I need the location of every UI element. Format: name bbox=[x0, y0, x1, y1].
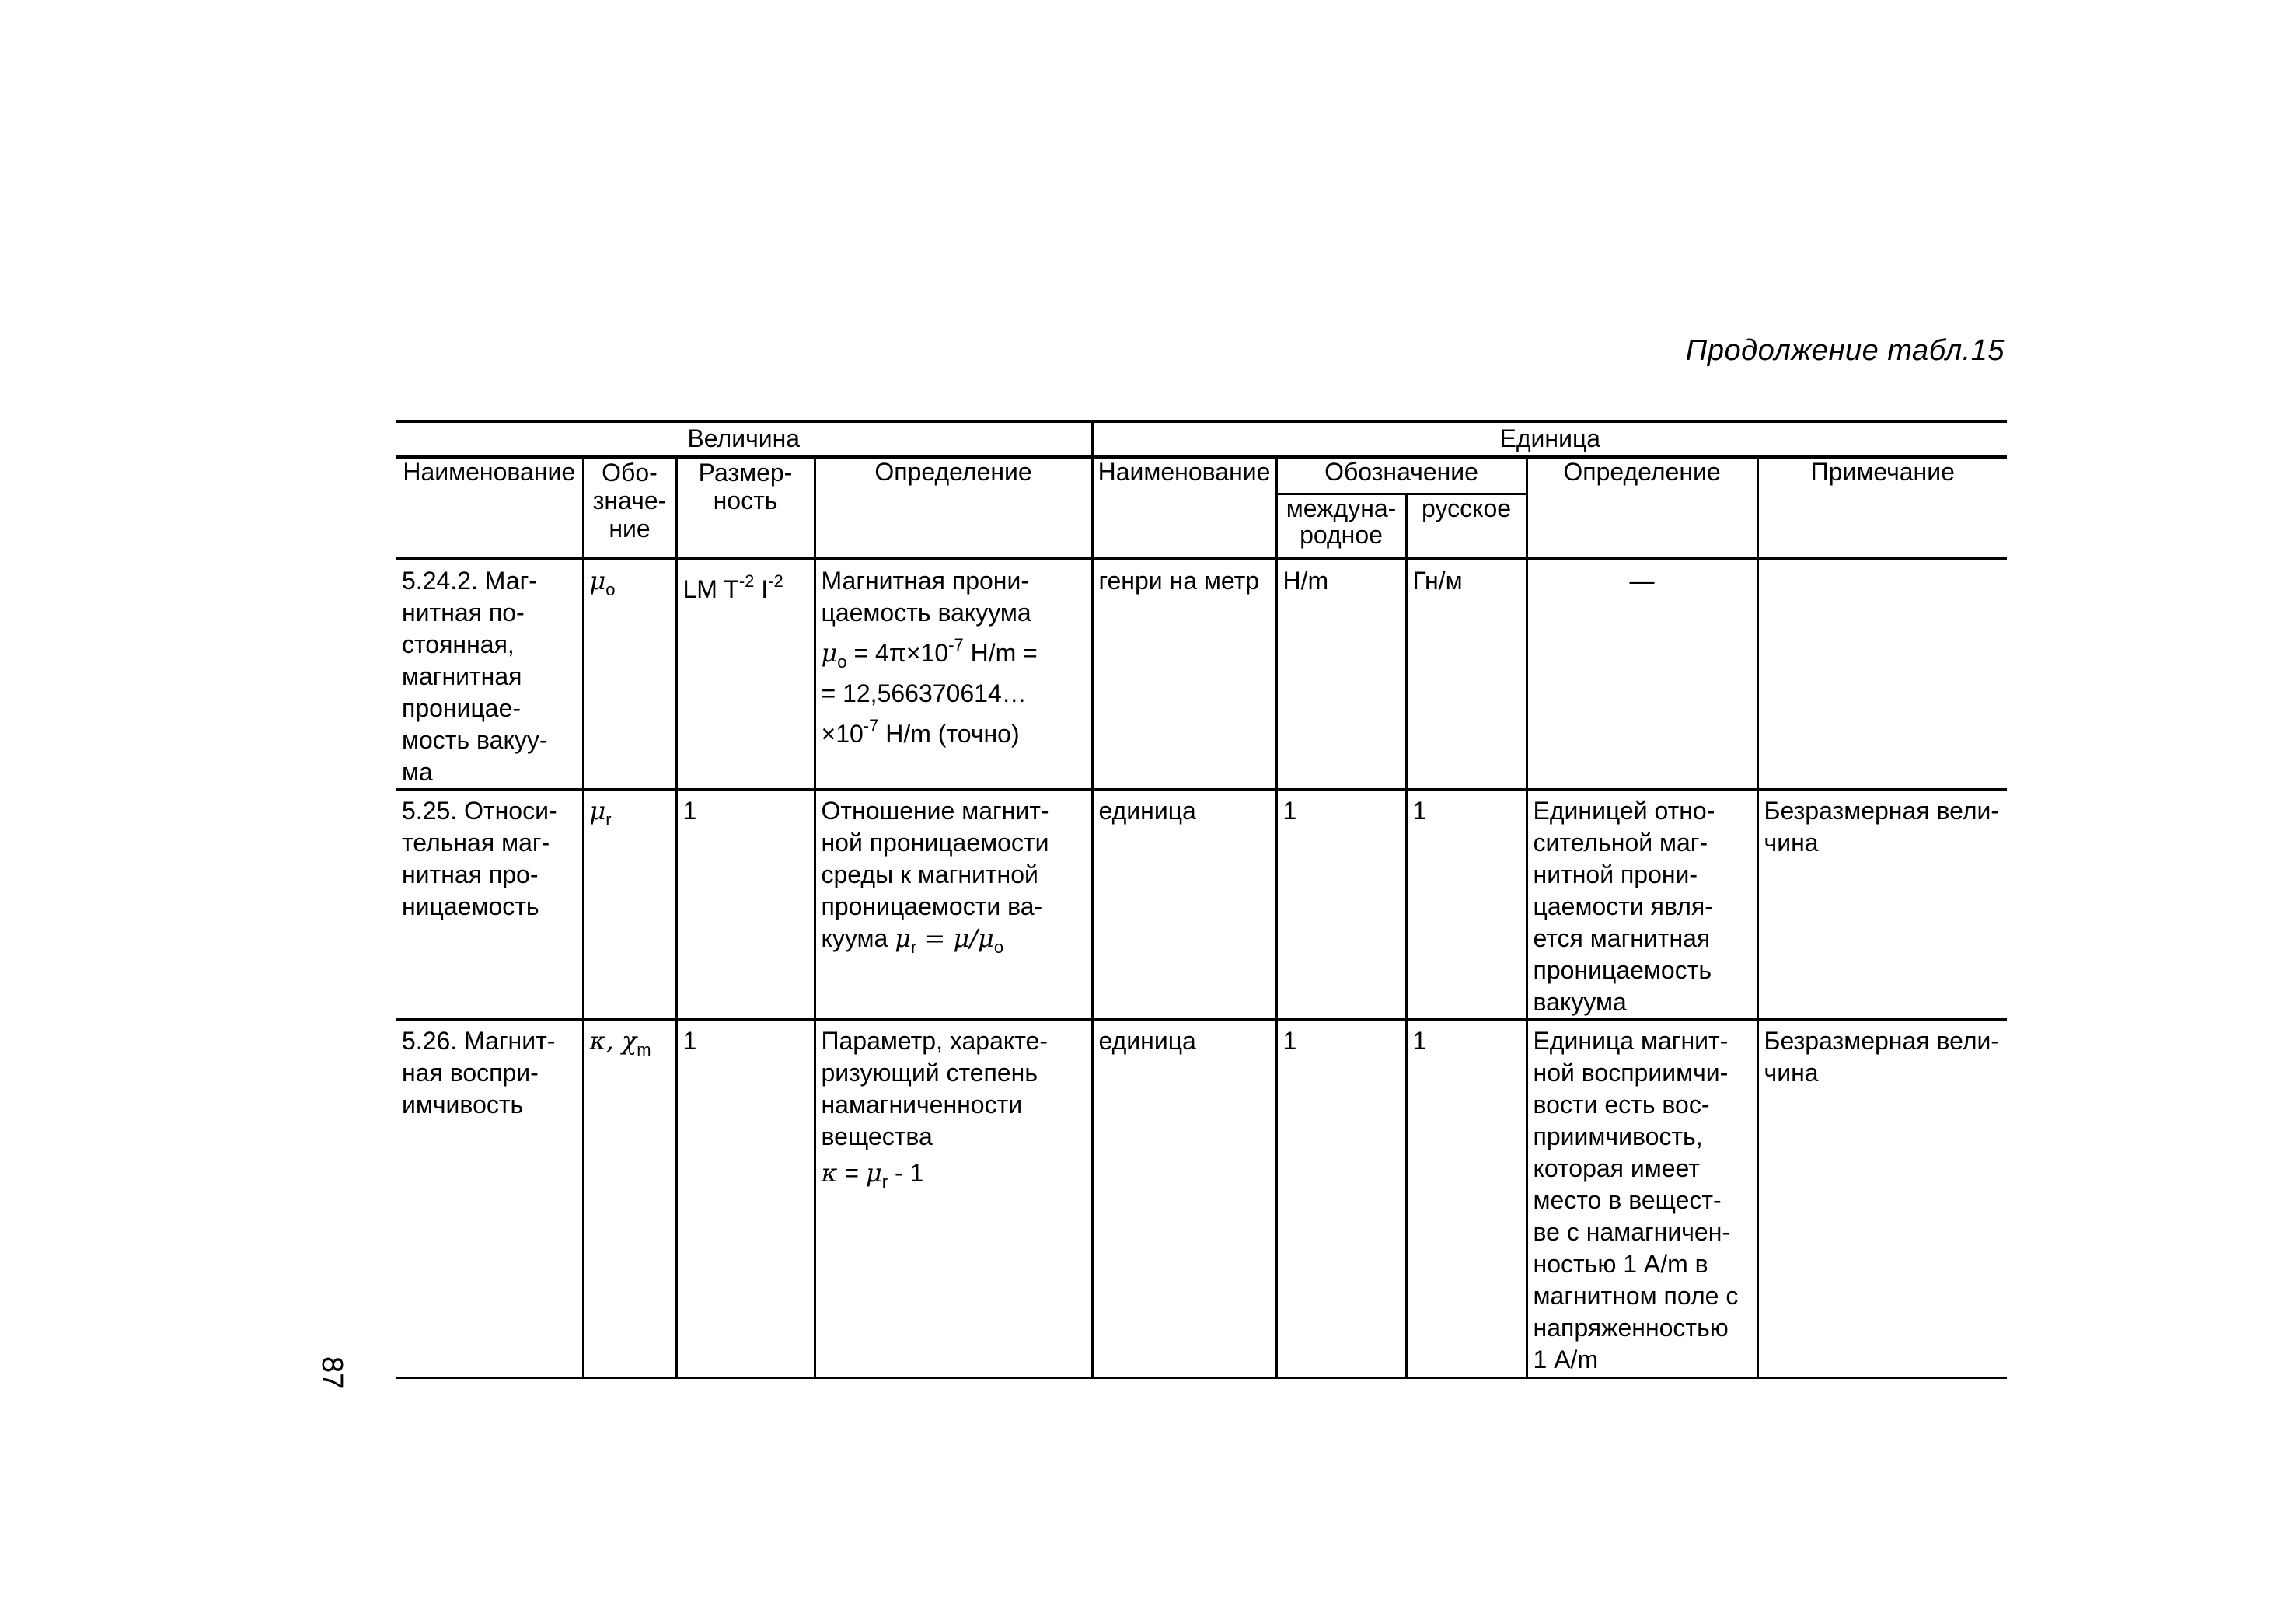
definition-formula: $\mu_o = 4\pi\times 10^{-7}$ H/m = bbox=[821, 635, 1038, 672]
unit-name: единица bbox=[1092, 790, 1276, 1020]
header-quantity-name: Наименование bbox=[396, 457, 583, 559]
quantity-symbol: κ, $\chi_m$ bbox=[583, 1020, 676, 1378]
table-row bbox=[396, 790, 2007, 1020]
unit-international: H/m bbox=[1276, 559, 1406, 790]
definition-formula: куума $\mu_r = \mu/\mu_o$ bbox=[821, 923, 1004, 957]
quantity-name: 5.25. Относи- тельная маг- нитная про- ницаемость bbox=[396, 790, 583, 1020]
quantity-definition: Отношение магнит- ной проницаемости среды к магнитной проницаемости ва- куума $\mu_r = \mu/\mu_o$ bbox=[815, 790, 1092, 1020]
units-table bbox=[396, 420, 2007, 1379]
quantity-dimension: 1 bbox=[676, 1020, 815, 1378]
note: Безразмерная вели- чина bbox=[1757, 1020, 2007, 1378]
quantity-definition: Параметр, характе- ризующий степень намагниченности вещества $\kappa = \mu_r - 1$ bbox=[815, 1020, 1092, 1378]
unit-international: 1 bbox=[1276, 790, 1406, 1020]
quantity-name: 5.24.2. Маг- нитная по- стоянная, магнитная проницае- мость вакуу- ма bbox=[396, 559, 583, 790]
header-quantity-dimension: Размер- ность bbox=[676, 457, 815, 559]
unit-international: 1 bbox=[1276, 1020, 1406, 1378]
quantity-name: 5.26. Магнит- ная воспри- имчивость bbox=[396, 1020, 583, 1378]
unit-russian: Гн/м bbox=[1406, 559, 1527, 790]
header-quantity-definition: Определение bbox=[815, 457, 1092, 559]
header-quantity-symbol: Обо- значе- ние bbox=[583, 457, 676, 559]
quantity-definition: Магнитная прони- цаемость вакуума $\mu_o = 4\pi\times 10^{-7}$ H/m = = 12,566370614… $\times 10^{-7}$ H/m (точно) bbox=[815, 559, 1092, 790]
table-row bbox=[396, 1020, 2007, 1378]
page-number: 87 bbox=[316, 1356, 348, 1390]
header-unit-name: Наименование bbox=[1092, 457, 1276, 559]
table-caption: Продолжение табл.15 bbox=[1685, 334, 2005, 367]
table-row bbox=[396, 559, 2007, 790]
header-row-groups bbox=[396, 421, 2007, 457]
definition-formula: $\kappa = \mu_r - 1$ bbox=[821, 1158, 924, 1192]
quantity-symbol: $\mu_r$ bbox=[583, 790, 676, 1020]
header-unit-designation: Обозначение bbox=[1276, 457, 1527, 494]
header-unit-definition: Определение bbox=[1527, 457, 1757, 559]
unit-definition: Единица магнит- ной восприимчи- вости есть вос- приимчивость, которая имеет место в вещест- ве с намагничен- ностью 1 A/m в магнитном поле с напряженностью 1 A/m bbox=[1527, 1020, 1757, 1378]
unit-russian: 1 bbox=[1406, 790, 1527, 1020]
header-unit: Единица bbox=[1092, 421, 2007, 457]
unit-name: генри на метр bbox=[1092, 559, 1276, 790]
header-note: Примечание bbox=[1757, 457, 2007, 559]
note: Безразмерная вели- чина bbox=[1757, 790, 2007, 1020]
unit-russian: 1 bbox=[1406, 1020, 1527, 1378]
unit-name: единица bbox=[1092, 1020, 1276, 1378]
quantity-symbol: $\mu_o$ bbox=[583, 559, 676, 790]
quantity-dimension: 1 bbox=[676, 790, 815, 1020]
header-row-columns bbox=[396, 457, 2007, 494]
quantity-dimension: LM $T^{-2}$ $I^{-2}$ bbox=[676, 559, 815, 790]
unit-definition: — bbox=[1527, 559, 1757, 790]
note bbox=[1757, 559, 2007, 790]
unit-definition: Единицей отно- сительной маг- нитной прони- цаемости явля- ется магнитная проницаемость вакуума bbox=[1527, 790, 1757, 1020]
header-russian: русское bbox=[1406, 494, 1527, 560]
header-quantity: Величина bbox=[396, 421, 1092, 457]
header-international: междуна- родное bbox=[1276, 494, 1406, 560]
